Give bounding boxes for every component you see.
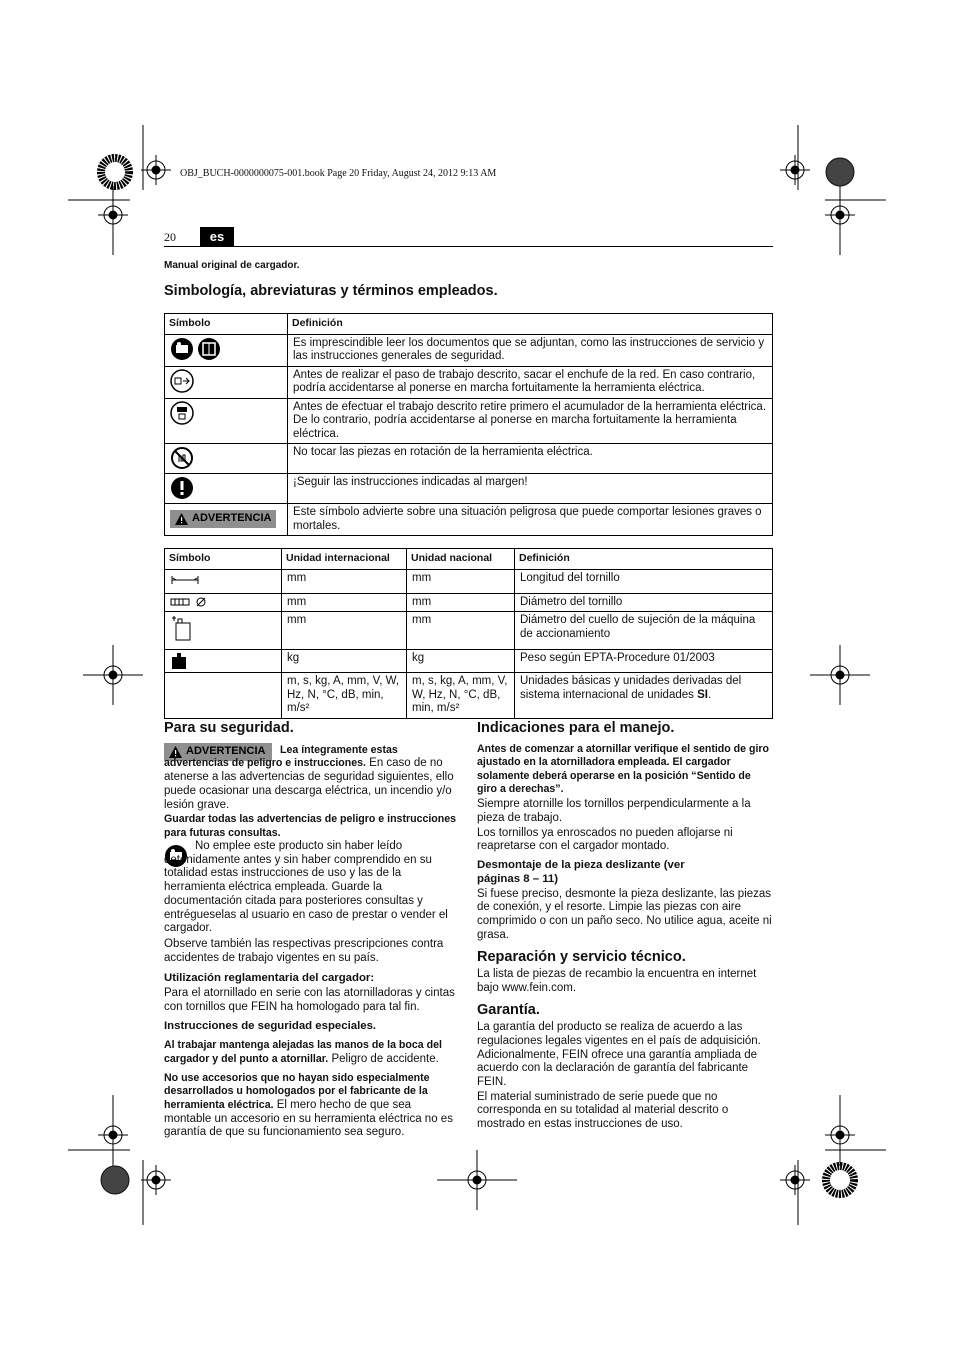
warning-bold-text: Lea íntegramente estas advertencias de peligro e instrucciones. (164, 743, 398, 770)
warning-triangle-icon (175, 513, 188, 525)
repair-heading: Reparación y servicio técnico. (477, 949, 686, 966)
col-header-symbol: Símbolo (165, 314, 288, 335)
manual-paragraph: No emplee este producto sin haber leído detenidamente antes y sin haber comprendido en su totalidad estas instrucciones de uso y las de la herramienta eléctrica empleada. Guarde la documentación citada para posteriores consultas y entrégueselas al usuario en caso de prestar o vender el cargador. (164, 840, 448, 935)
table-row (165, 474, 773, 504)
units-table (164, 548, 773, 719)
table-row (165, 504, 773, 536)
definition-cell: Antes de efectuar el trabajo descrito retire primero el acumulador de la herramienta eléctrica. De lo contrario, podría accidentarse al ponerse en marcha fortuitamente la herramienta eléctrica. (288, 398, 773, 444)
screw-diameter-icon (170, 596, 210, 608)
handling-paragraph-1: Siempre atornille los tornillos perpendicularmente a la pieza de trabajo. (477, 798, 751, 825)
no-touch-icon (170, 446, 194, 470)
read-manual-icon (170, 337, 194, 361)
handling-paragraph-2: Los tornillos ya enroscados no pueden aflojarse ni reapretarse con el cargador montado. (477, 826, 733, 853)
table-row: m, s, kg, A, mm, V, W, Hz, N, °C, dB, min, m/s² m, s, kg, A, mm, V, W, Hz, N, °C, dB, min, m/s² Unidades básicas y unidades derivadas del sistema internacional de unidades SI. (165, 673, 773, 719)
table-header-row (165, 314, 773, 335)
remove-battery-icon (170, 401, 194, 425)
table-row: mm mm Longitud del tornillo (165, 569, 773, 593)
table-header-row (165, 549, 773, 570)
col-header-natl-unit: Unidad nacional (407, 549, 515, 570)
weight-icon (170, 652, 188, 670)
header-rule (164, 246, 773, 247)
exclamation-icon (170, 476, 194, 500)
clamping-neck-icon (170, 614, 196, 642)
language-tab: es (200, 227, 234, 246)
warranty-heading: Garantía. (477, 1002, 540, 1019)
file-info-line: OBJ_BUCH-0000000075-001.book Page 20 Friday, August 24, 2012 9:13 AM (180, 168, 497, 179)
col-header-intl-unit: Unidad internacional (282, 549, 407, 570)
repair-text: La lista de piezas de recambio la encuentra en internet bajo www.fein.com. (477, 968, 757, 994)
left-column: Para su seguridad. ADVERTENCIA Lea íntegramente estas advertencias de peligro e instrucciones. En caso de no atenerse a las advertencias de seguridad siguientes, ello puede ocasionar una descarga eléctrica, un incendio y/o lesión grave. Guardar todas las advertencias de peligro e instrucciones para futuras consultas. No emplee este producto sin haber leído detenidamente antes y sin haber comprendido en su totalidad estas instrucciones de uso y las de la herramienta eléctrica empleada. Guarde la documentación citada para posteriores consultas y entrégueselas al usuario en caso de prestar o vender el cargador. Observe también las respectivas prescripciones contra accidentes de trabajo vigentes en su país. Utilización reglamentaria del cargador: Para el atornillado en serie con las atornilladoras y cintas con tornillos que FEIN ha homologado para tal fin. Instrucciones de seguridad especiales. Al trabajar mantenga alejadas las manos de la boca del cargador y del punto a atornillar. Peligro de accidente. No use accesorios que no hayan sido especialmente desarrollados u homologados por el fabricante de la herramienta eléctrica. El mero hecho de que sea montable un accesorio en su herramienta eléctrica no es garantía de que su funcionamiento sea seguro. (164, 722, 460, 1141)
book-icon (197, 337, 221, 361)
table-row: mm mm Diámetro del tornillo (165, 593, 773, 612)
table-row (165, 334, 773, 366)
table-row (165, 398, 773, 444)
screw-length-icon (170, 572, 210, 588)
removal-heading: Desmontaje de la pieza deslizante (ver páginas 8 – 11) (477, 859, 685, 885)
special-instructions-heading: Instrucciones de seguridad especiales. (164, 1020, 377, 1033)
right-column (477, 722, 773, 1133)
symbols-heading: Simbología, abreviaturas y términos empleados. (164, 283, 498, 299)
document-title: Manual original de cargador. (164, 260, 300, 271)
intended-use-text: Para el atornillado en serie con las atornilladoras y cintas con tornillos que FEIN ha homologado para tal fin. (164, 987, 455, 1013)
col-header-symbol: Símbolo (165, 549, 282, 570)
table-row: mm mm Diámetro del cuello de sujeción de la máquina de accionamiento (165, 612, 773, 650)
page-number: 20 (164, 230, 176, 244)
keep-instructions-text: Guardar todas las advertencias de peligro e instrucciones para futuras consultas. (164, 813, 457, 839)
definition-cell: Antes de realizar el paso de trabajo descrito, sacar el enchufe de la red. En caso contrario, podría accidentarse al ponerse en marcha fortuitamente la herramienta eléctrica. (288, 366, 773, 398)
definition-cell: Este símbolo advierte sobre una situación peligrosa que puede comportar lesiones graves o mortales. (288, 504, 773, 536)
symbols-table (164, 313, 773, 536)
table-row: kg kg Peso según EPTA-Procedure 01/2003 (165, 650, 773, 673)
definition-cell: ¡Seguir las instrucciones indicadas al margen! (288, 474, 773, 504)
unplug-icon (170, 369, 194, 393)
warning-badge: ADVERTENCIA (164, 743, 272, 761)
definition-cell: No tocar las piezas en rotación de la herramienta eléctrica. (288, 444, 773, 474)
table-row (165, 366, 773, 398)
handling-bold-text: Antes de comenzar a atornillar verifique el sentido de giro ajustado en la atornilladora empleada. El cargador solamente deberá operarse en la posición “Sentido de giro a derechas”. (477, 742, 769, 795)
warning-text: En caso de no atenerse a las advertencias de seguridad siguientes, ello puede ocasionar una descarga eléctrica, un incendio y/o lesión grave. (164, 757, 454, 811)
table-row (165, 444, 773, 474)
removal-text: Si fuese preciso, desmonte la pieza deslizante, las piezas de conexión, y el resorte. Limpie las piezas con aire comprimido o con un paño seco. No utilice agua, aceite ni grasa. (477, 887, 772, 941)
warranty-paragraph-1: La garantía del producto se realiza de acuerdo a las regulaciones legales vigentes en el país de adquisición. Adicionalmente, FEIN ofrece una garantía ampliada de acuerdo con la declaración de garantía del fabricante FEIN. (477, 1021, 761, 1088)
col-header-definition: Definición (288, 314, 773, 335)
intended-use-heading: Utilización reglamentaria del cargador: (164, 972, 375, 985)
col-header-definition: Definición (515, 549, 773, 570)
warning-badge: ADVERTENCIA (170, 510, 276, 528)
safety-heading: Para su seguridad. (164, 720, 294, 736)
observe-paragraph: Observe también las respectivas prescripciones contra accidentes de trabajo vigentes en su país. (164, 937, 444, 964)
handling-heading: Indicaciones para el manejo. (477, 720, 675, 736)
definition-cell: Es imprescindible leer los documentos que se adjuntan, como las instrucciones de servicio y las instrucciones generales de seguridad. (288, 334, 773, 366)
warranty-paragraph-2: El material suministrado de serie puede que no corresponda en su totalidad al material descrito o mostrado en estas instrucciones de uso. (477, 1090, 729, 1131)
